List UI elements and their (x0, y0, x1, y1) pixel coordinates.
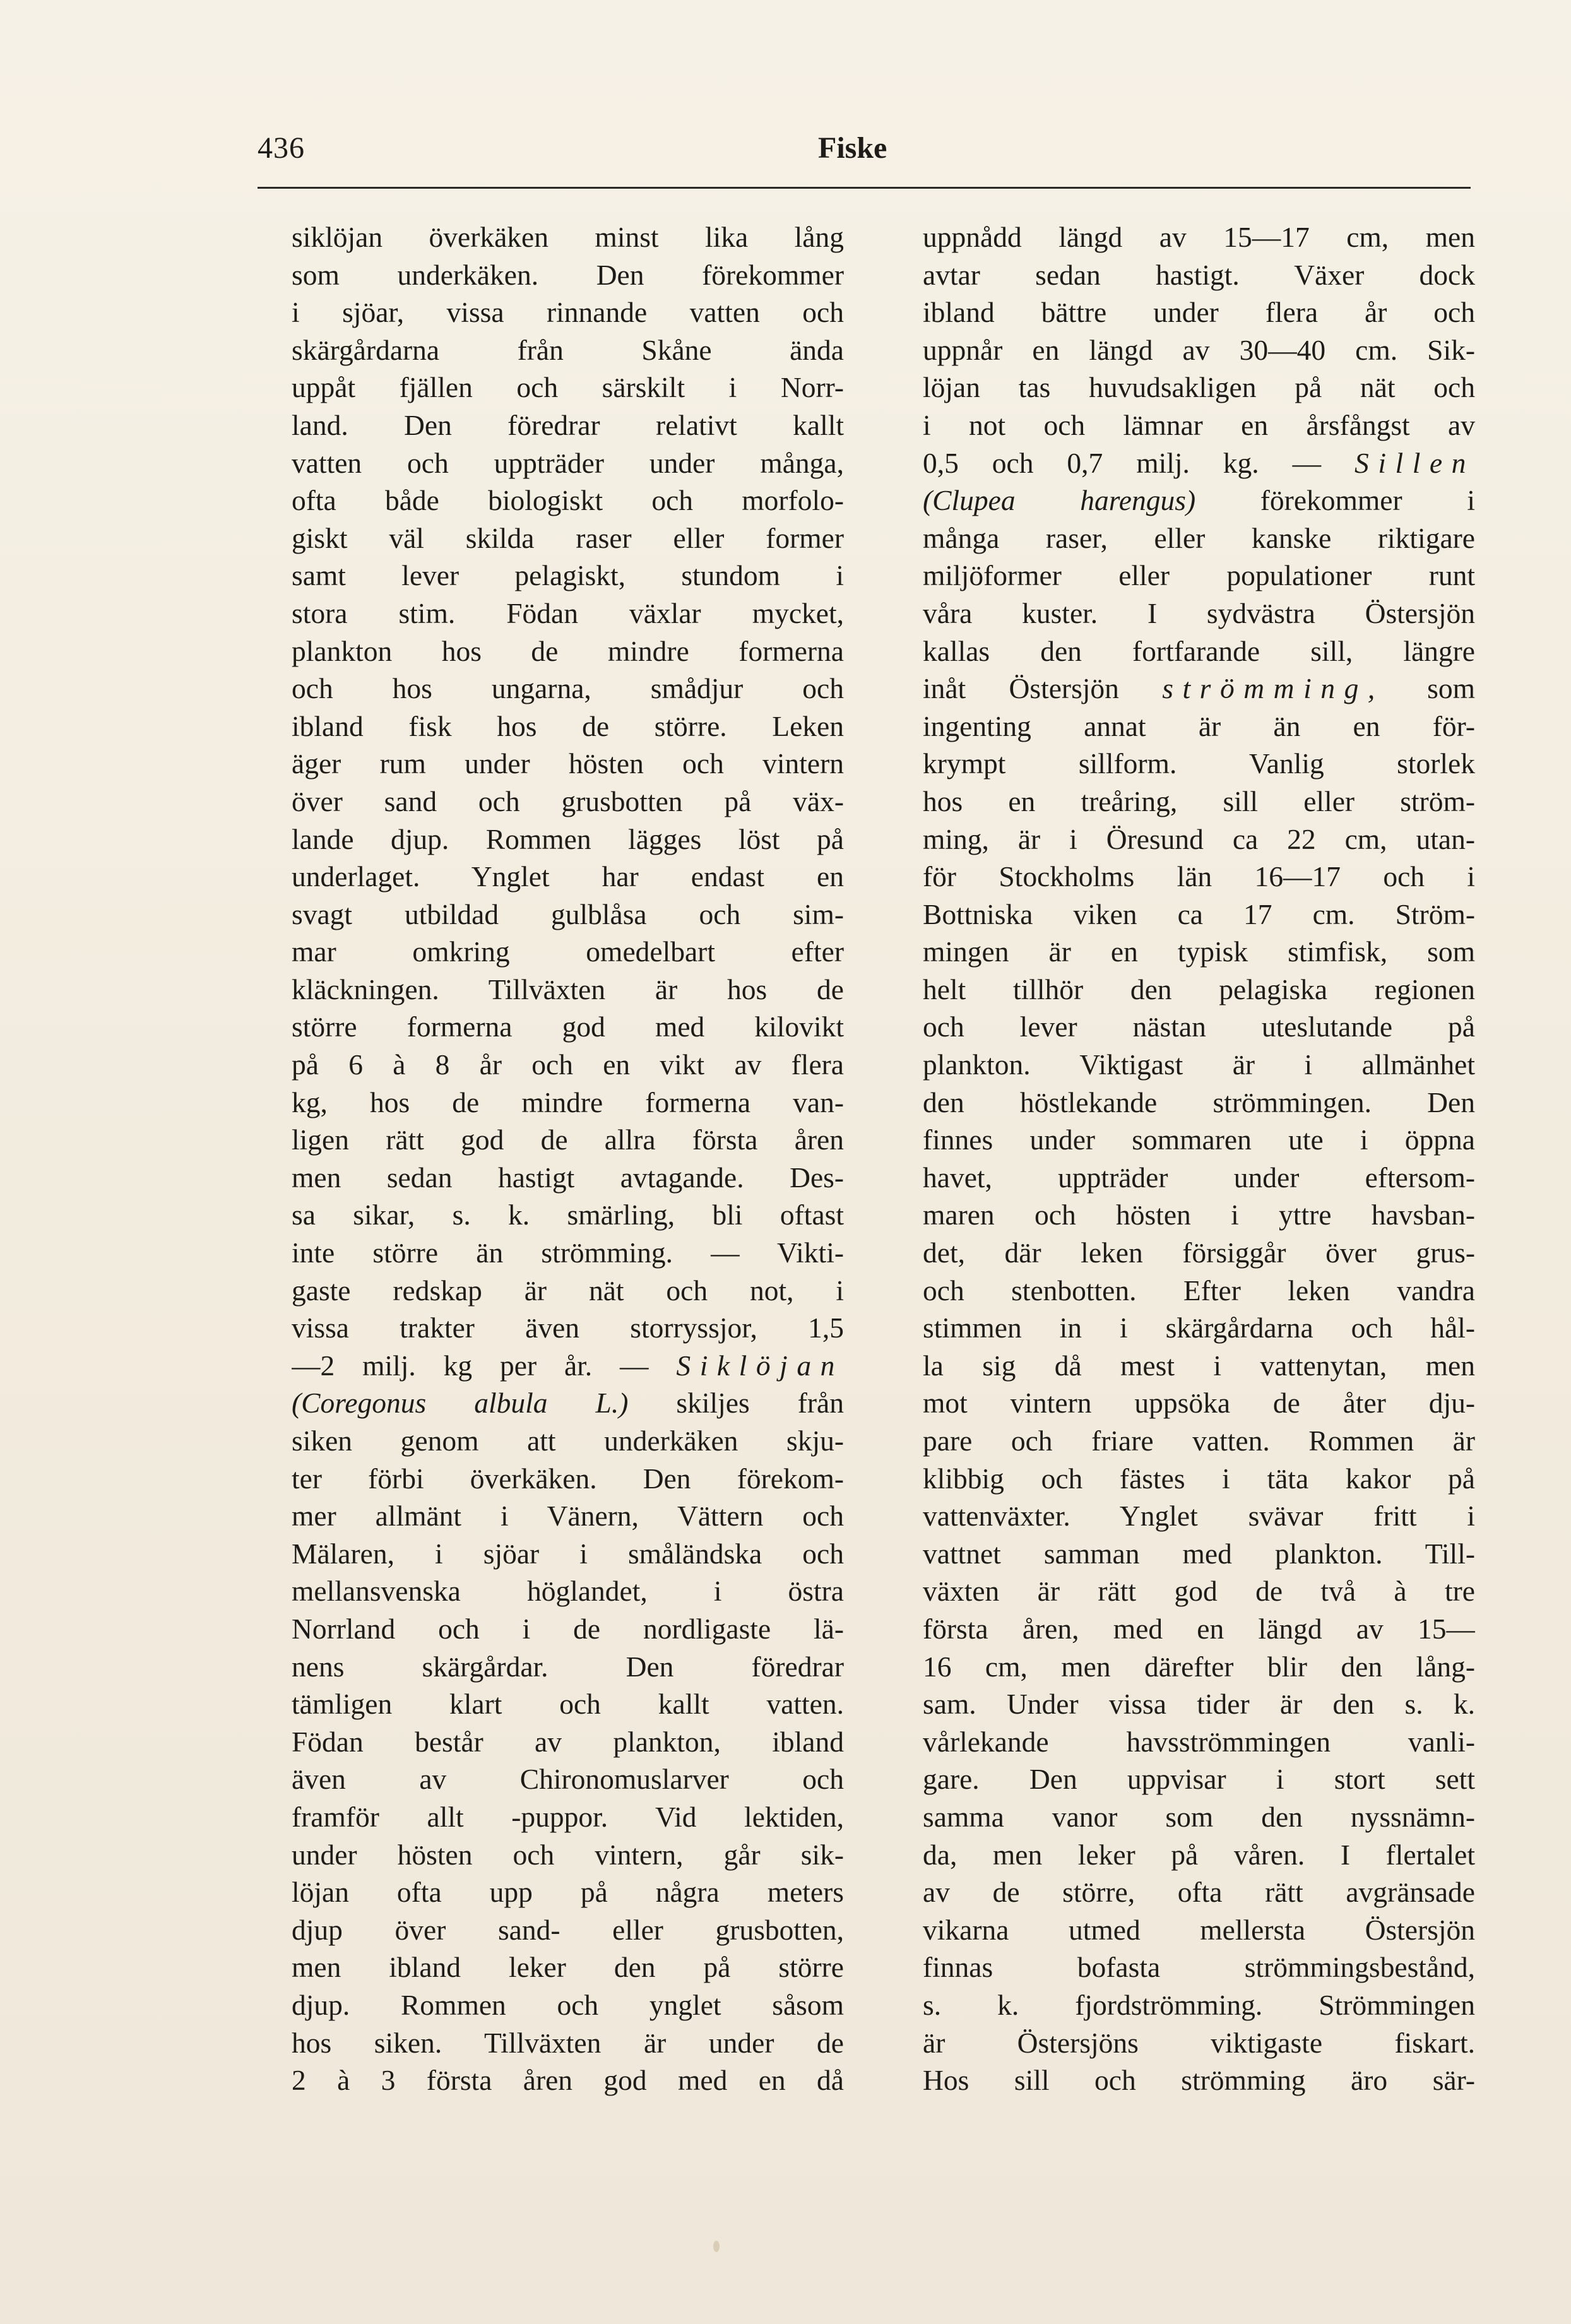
text-fragment: samt lever pelagiskt, stundom i (292, 559, 844, 592)
text-fragment: löjan tas huvudsakligen på nät och (923, 371, 1475, 404)
text-fragment: Sillen (1355, 446, 1475, 479)
text-line (292, 2061, 844, 2099)
text-line (923, 1685, 1475, 1723)
text-fragment: förekommer i (1195, 484, 1475, 517)
text-line (923, 632, 1475, 670)
text-line (923, 1497, 1475, 1535)
text-fragment: vattnet samman med plankton. Till- (923, 1537, 1475, 1570)
text-line (923, 331, 1475, 369)
text-line (923, 1347, 1475, 1385)
text-fragment: finnas bofasta strömmingsbestånd, (923, 1951, 1475, 1984)
text-line (923, 783, 1475, 821)
text-line (292, 1084, 844, 1122)
text-line (923, 557, 1475, 595)
text-fragment: men sedan hastigt avtagande. Des- (292, 1161, 844, 1194)
text-line (923, 896, 1475, 934)
text-fragment: siklöjan överkäken minst lika lång (292, 221, 844, 253)
text-line (923, 595, 1475, 632)
text-fragment: —2 milj. kg per år. — (292, 1349, 677, 1382)
text-line (292, 1121, 844, 1159)
text-fragment: uppnår en längd av 30—40 cm. Sik- (923, 333, 1475, 366)
running-title: Fiske (818, 131, 887, 165)
text-fragment: vårlekande havsströmmingen vanli- (923, 1725, 1475, 1758)
text-line (923, 1422, 1475, 1460)
text-fragment: inåt Östersjön (923, 672, 1163, 705)
text-fragment: skiljes från (628, 1387, 844, 1420)
text-line (292, 1497, 844, 1535)
text-line (292, 1046, 844, 1084)
text-fragment: uppåt fjällen och särskilt i Norr- (292, 371, 844, 404)
text-fragment: vissa trakter även storryssjor, 1,5 (292, 1312, 844, 1344)
text-fragment: pare och friare vatten. Rommen är (923, 1425, 1475, 1457)
text-fragment: 0,5 och 0,7 milj. kg. — (923, 446, 1355, 479)
text-line (292, 1196, 844, 1234)
text-line (923, 2024, 1475, 2062)
text-fragment: sa sikar, s. k. smärling, bli oftast (292, 1199, 844, 1231)
text-fragment: svagt utbildad gulblåsa och sim- (292, 898, 844, 930)
text-line (292, 482, 844, 519)
text-fragment: plankton hos de mindre formerna (292, 634, 844, 667)
text-line (923, 2061, 1475, 2099)
text-line (292, 783, 844, 821)
text-fragment: mellansvenska höglandet, i östra (292, 1575, 844, 1608)
text-line (292, 1648, 844, 1686)
text-line (923, 1535, 1475, 1573)
paper-stain (713, 2241, 720, 2252)
text-line (292, 933, 844, 971)
text-fragment: djup över sand- eller grusbotten, (292, 1913, 844, 1946)
text-line (923, 293, 1475, 331)
text-line (923, 971, 1475, 1009)
text-fragment: gare. Den uppvisar i stort sett (923, 1763, 1475, 1796)
text-line (292, 708, 844, 745)
text-line (923, 1460, 1475, 1498)
text-fragment: för Stockholms län 16—17 och i (923, 860, 1475, 893)
text-line (292, 1610, 844, 1648)
text-fragment: och hos ungarna, smådjur och (292, 672, 844, 705)
text-line (292, 971, 844, 1009)
text-line (292, 1535, 844, 1573)
text-fragment: framför allt -puppor. Vid lektiden, (292, 1800, 844, 1833)
text-fragment: plankton. Viktigast är i allmänhet (923, 1048, 1475, 1081)
text-fragment: våra kuster. I sydvästra Östersjön (923, 596, 1475, 629)
text-line (292, 293, 844, 331)
text-fragment: Siklöjan (676, 1349, 844, 1382)
text-fragment: s. k. fjordströmming. Strömmingen (923, 1988, 1475, 2021)
text-fragment: skärgårdarna från Skåne ända (292, 333, 844, 366)
text-fragment: det, där leken försiggår över grus- (923, 1236, 1475, 1269)
header-rule (258, 187, 1471, 189)
text-line (923, 1948, 1475, 1986)
text-fragment: äger rum under hösten och vintern (292, 747, 844, 780)
text-line (923, 1196, 1475, 1234)
text-fragment: siken genom att underkäken skju- (292, 1425, 844, 1457)
text-line (292, 1008, 844, 1046)
text-line (923, 1008, 1475, 1046)
text-line (923, 1572, 1475, 1610)
text-fragment: ingenting annat är än en för- (923, 709, 1475, 742)
text-line (292, 745, 844, 783)
text-fragment: Bottniska viken ca 17 cm. Ström- (923, 898, 1475, 930)
text-fragment: den höstlekande strömmingen. Den (923, 1086, 1475, 1118)
text-fragment: större formerna god med kilovikt (292, 1011, 844, 1043)
text-line (923, 1384, 1475, 1422)
text-fragment: krympt sillform. Vanlig storlek (923, 747, 1475, 780)
text-fragment: lande djup. Rommen lägges löst på (292, 822, 844, 855)
text-line (923, 1084, 1475, 1122)
text-line (292, 1911, 844, 1949)
text-line (292, 1572, 844, 1610)
text-line (292, 406, 844, 444)
text-line (292, 2024, 844, 2062)
text-fragment: och stenbotten. Efter leken vandra (923, 1274, 1475, 1307)
text-line (923, 519, 1475, 557)
text-fragment: växten är rätt god de två à tre (923, 1575, 1475, 1608)
text-line (923, 708, 1475, 745)
text-line (923, 1648, 1475, 1686)
text-line (292, 1159, 844, 1197)
text-fragment: maren och hösten i yttre havsban- (923, 1199, 1475, 1231)
text-line (292, 1685, 844, 1723)
text-line (923, 444, 1475, 482)
text-fragment: även av Chironomuslarver och (292, 1763, 844, 1796)
text-fragment: mar omkring omedelbart efter (292, 935, 844, 968)
text-line (923, 256, 1475, 294)
text-line (292, 1723, 844, 1761)
text-line (292, 1309, 844, 1347)
text-line (923, 1610, 1475, 1648)
text-fragment: giskt väl skilda raser eller former (292, 521, 844, 554)
text-line (292, 1948, 844, 1986)
text-fragment: strömming, (1162, 672, 1384, 705)
text-line (292, 821, 844, 858)
text-fragment: 2 à 3 första åren god med en då (292, 2064, 844, 2097)
text-fragment: som (1384, 672, 1475, 705)
text-line (292, 369, 844, 406)
text-fragment: nens skärgårdar. Den föredrar (292, 1650, 844, 1683)
text-line (923, 1760, 1475, 1798)
text-line (292, 444, 844, 482)
text-fragment: uppnådd längd av 15—17 cm, men (923, 221, 1475, 253)
text-fragment: kg, hos de mindre formerna van- (292, 1086, 844, 1118)
text-line (923, 218, 1475, 256)
text-line (292, 595, 844, 632)
text-fragment: vatten och uppträder under många, (292, 446, 844, 479)
text-fragment: ligen rätt god de allra första åren (292, 1123, 844, 1156)
text-line (292, 1234, 844, 1272)
text-line (923, 1121, 1475, 1159)
text-line (923, 670, 1475, 708)
text-line (292, 256, 844, 294)
text-fragment: och lever nästan uteslutande på (923, 1011, 1475, 1043)
text-fragment: ibland bättre under flera år och (923, 296, 1475, 329)
text-fragment: (Clupea harengus) (923, 484, 1196, 517)
text-line (292, 1272, 844, 1310)
text-line (923, 406, 1475, 444)
text-fragment: gaste redskap är nät och not, i (292, 1274, 844, 1307)
text-line (923, 1836, 1475, 1874)
right-text-column (923, 218, 1475, 2099)
text-fragment: under hösten och vintern, går sik- (292, 1838, 844, 1871)
text-fragment: ming, är i Öresund ca 22 cm, utan- (923, 822, 1475, 855)
text-line (923, 858, 1475, 896)
text-fragment: som underkäken. Den förekommer (292, 258, 844, 291)
text-fragment: över sand och grusbotten på väx- (292, 785, 844, 817)
text-fragment: många raser, eller kanske riktigare (923, 521, 1475, 554)
text-fragment: hos siken. Tillväxten är under de (292, 2026, 844, 2059)
text-fragment: är Östersjöns viktigaste fiskart. (923, 2026, 1475, 2059)
text-line (923, 1873, 1475, 1911)
text-fragment: vattenväxter. Ynglet svävar fritt i (923, 1500, 1475, 1533)
text-line (292, 1384, 844, 1422)
text-line (292, 1873, 844, 1911)
text-fragment: men ibland leker den på större (292, 1951, 844, 1984)
text-line (292, 1460, 844, 1498)
text-fragment: inte större än strömming. — Vikti- (292, 1236, 844, 1269)
page-number: 436 (258, 131, 305, 165)
text-fragment: ter förbi överkäken. Den förekom- (292, 1462, 844, 1495)
text-fragment: löjan ofta upp på några meters (292, 1876, 844, 1909)
text-line (923, 1911, 1475, 1949)
text-line (292, 1798, 844, 1836)
text-fragment: miljöformer eller populationer runt (923, 559, 1475, 592)
text-fragment: klibbig och fästes i täta kakor på (923, 1462, 1475, 1495)
text-line (292, 1986, 844, 2024)
text-fragment: 16 cm, men därefter blir den lång- (923, 1650, 1475, 1683)
text-fragment: i sjöar, vissa rinnande vatten och (292, 296, 844, 329)
text-line (292, 858, 844, 896)
text-line (923, 821, 1475, 858)
text-fragment: underlaget. Ynglet har endast en (292, 860, 844, 893)
text-fragment: avtar sedan hastigt. Växer dock (923, 258, 1475, 291)
text-fragment: hos en treåring, sill eller ström- (923, 785, 1475, 817)
text-fragment: da, men leker på våren. I flertalet (923, 1838, 1475, 1871)
text-line (923, 1046, 1475, 1084)
text-fragment: av de större, ofta rätt avgränsade (923, 1876, 1475, 1909)
text-line (292, 218, 844, 256)
text-fragment: i not och lämnar en årsfångst av (923, 408, 1475, 441)
text-fragment: sam. Under vissa tider är den s. k. (923, 1688, 1475, 1721)
text-fragment: Hos sill och strömming äro sär- (923, 2064, 1475, 2097)
text-fragment: ofta både biologiskt och morfolo- (292, 484, 844, 517)
text-fragment: mingen är en typisk stimfisk, som (923, 935, 1475, 968)
text-line (292, 557, 844, 595)
text-line (923, 1234, 1475, 1272)
text-fragment: land. Den föredrar relativt kallt (292, 408, 844, 441)
text-line (923, 1272, 1475, 1310)
text-line (292, 896, 844, 934)
text-fragment: stora stim. Födan växlar mycket, (292, 596, 844, 629)
text-line (292, 331, 844, 369)
text-fragment: finnes under sommaren ute i öppna (923, 1123, 1475, 1156)
text-fragment: stimmen in i skärgårdarna och hål- (923, 1312, 1475, 1344)
text-fragment: helt tillhör den pelagiska regionen (923, 973, 1475, 1005)
text-fragment: ibland fisk hos de större. Leken (292, 709, 844, 742)
text-fragment: samma vanor som den nyssnämn- (923, 1800, 1475, 1833)
text-fragment: djup. Rommen och ynglet såsom (292, 1988, 844, 2021)
text-line (292, 519, 844, 557)
text-line (292, 670, 844, 708)
text-line (292, 1422, 844, 1460)
text-line (292, 1347, 844, 1385)
text-fragment: första åren, med en längd av 15— (923, 1612, 1475, 1645)
text-fragment: havet, uppträder under eftersom- (923, 1161, 1475, 1194)
text-fragment: tämligen klart och kallt vatten. (292, 1688, 844, 1721)
text-line (923, 1159, 1475, 1197)
text-fragment: la sig då mest i vattenytan, men (923, 1349, 1475, 1382)
text-fragment: Norrland och i de nordligaste lä- (292, 1612, 844, 1645)
text-line (923, 1798, 1475, 1836)
text-line (923, 1723, 1475, 1761)
text-line (923, 933, 1475, 971)
text-fragment: Födan består av plankton, ibland (292, 1725, 844, 1758)
text-line (292, 1836, 844, 1874)
text-fragment: mot vintern uppsöka de åter dju- (923, 1387, 1475, 1420)
text-line (292, 632, 844, 670)
text-fragment: mer allmänt i Vänern, Vättern och (292, 1500, 844, 1533)
text-fragment: (Coregonus albula L.) (292, 1387, 629, 1420)
text-line (923, 369, 1475, 406)
left-text-column (292, 218, 844, 2099)
text-line (923, 1986, 1475, 2024)
text-fragment: vikarna utmed mellersta Östersjön (923, 1913, 1475, 1946)
text-line (923, 1309, 1475, 1347)
text-fragment: på 6 à 8 år och en vikt av flera (292, 1048, 844, 1081)
text-fragment: kläckningen. Tillväxten är hos de (292, 973, 844, 1005)
text-line (292, 1760, 844, 1798)
text-line (923, 482, 1475, 519)
text-fragment: kallas den fortfarande sill, längre (923, 634, 1475, 667)
text-line (923, 745, 1475, 783)
text-fragment: Mälaren, i sjöar i småländska och (292, 1537, 844, 1570)
